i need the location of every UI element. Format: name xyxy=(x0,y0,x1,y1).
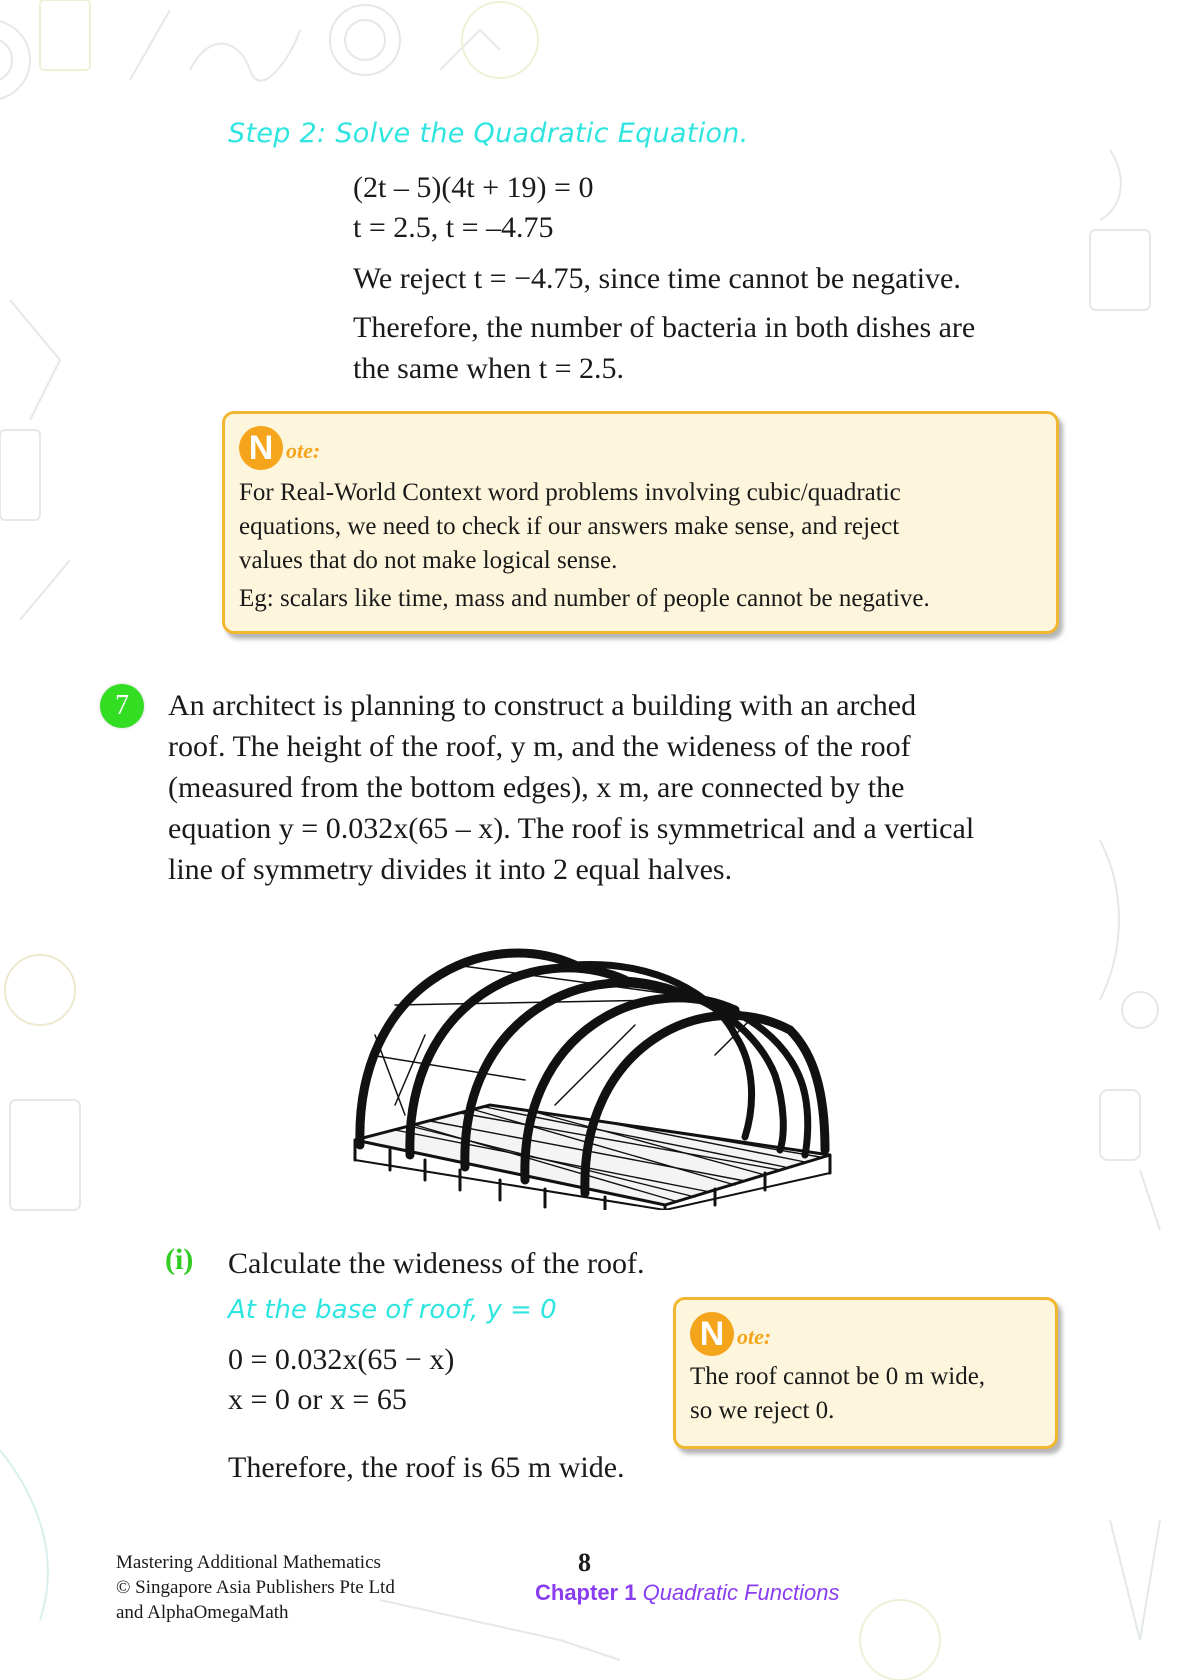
part-i-question: Calculate the wideness of the roof. xyxy=(228,1247,645,1280)
arched-roof-figure xyxy=(335,905,845,1210)
note-line-2: equations, we need to check if our answers make sense, and reject xyxy=(239,513,900,540)
question-line-1: An architect is planning to construct a building with an arched xyxy=(168,689,917,722)
step-heading: Step 2: Solve the Quadratic Equation. xyxy=(228,118,749,149)
chapter-footer xyxy=(535,1580,839,1606)
note-line-1: The roof cannot be 0 m wide, xyxy=(690,1363,986,1390)
conclusion-line-1: Therefore, the number of bacteria in both dishes are xyxy=(353,311,976,344)
factored-equation: (2t – 5)(4t + 19) = 0 xyxy=(353,171,594,204)
note-line-4: Eg: scalars like time, mass and number of people cannot be negative. xyxy=(239,585,930,612)
note-label: ote: xyxy=(737,1324,772,1349)
note-line-2: so we reject 0. xyxy=(690,1397,835,1424)
reject-statement: We reject t = −4.75, since time cannot be negative. xyxy=(353,262,961,295)
part-i-equation: 0 = 0.032x(65 − x) xyxy=(228,1343,455,1376)
note-header xyxy=(239,426,1042,470)
note-line-1: For Real-World Context word problems involving cubic/quadratic xyxy=(239,479,901,506)
part-i-answer: Therefore, the roof is 65 m wide. xyxy=(228,1451,625,1484)
note-n-badge-icon: N xyxy=(690,1312,734,1356)
page-number: 8 xyxy=(578,1548,591,1577)
note-label: ote: xyxy=(286,438,321,463)
solutions-line: t = 2.5, t = –4.75 xyxy=(353,211,554,244)
note-header xyxy=(690,1312,1041,1356)
question-line-2: roof. The height of the roof, y m, and the wideness of the roof xyxy=(168,730,911,763)
footer-coauthor: and AlphaOmegaMath xyxy=(116,1602,289,1623)
conclusion-line-2: the same when t = 2.5. xyxy=(353,352,625,385)
question-7-text xyxy=(168,685,1060,890)
part-i-label: (i) xyxy=(165,1243,194,1276)
chapter-label: Chapter 1 xyxy=(535,1580,637,1605)
footer-book-title: Mastering Additional Mathematics xyxy=(116,1552,381,1573)
question-line-5: line of symmetry divides it into 2 equal halves. xyxy=(168,853,733,886)
part-i-solutions: x = 0 or x = 65 xyxy=(228,1383,407,1416)
part-i-hint: At the base of roof, y = 0 xyxy=(228,1295,557,1325)
note-box-reject-zero xyxy=(673,1297,1058,1449)
footer-publisher xyxy=(116,1550,395,1625)
footer-copyright: © Singapore Asia Publishers Pte Ltd xyxy=(116,1577,395,1598)
question-line-4: equation y = 0.032x(65 – x). The roof is symmetrical and a vertical xyxy=(168,812,975,845)
question-line-3: (measured from the bottom edges), x m, are connected by the xyxy=(168,771,905,804)
note-n-badge-icon: N xyxy=(239,426,283,470)
question-number-badge: 7 xyxy=(100,684,144,728)
note-box-real-world xyxy=(222,411,1059,634)
note-line-3: values that do not make logical sense. xyxy=(239,547,618,574)
chapter-title: Quadratic Functions xyxy=(642,1580,840,1605)
